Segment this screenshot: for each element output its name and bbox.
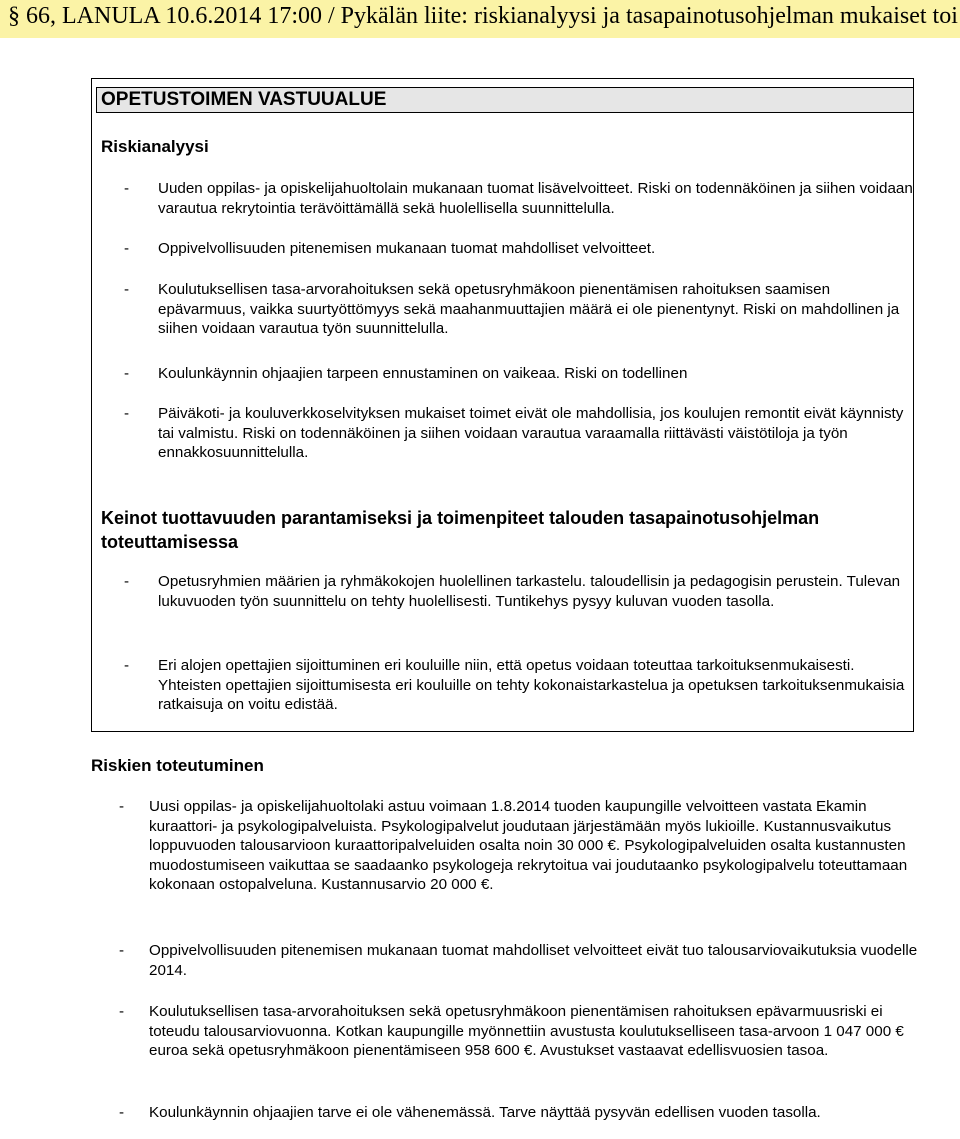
- bullet-dash: -: [119, 942, 125, 959]
- keinot-heading: Keinot tuottavuuden parantamiseksi ja toimenpiteet talouden tasapainotusohjelman toteuttamisessa: [101, 508, 820, 552]
- bullet-dash: -: [119, 1003, 125, 1020]
- list-item-text: Eri alojen opettajien sijoittuminen eri kouluille niin, että opetus voidaan toteuttaa tarkoituksenmukaisesti. Yhteisten opettajien sijoittumisesta eri kouluille on tehty kokonaistarkastelua ja opetuksen tarkoituksenmukaisia ratkaisuja on voitu edistää.: [158, 657, 905, 713]
- section-title: OPETUSTOIMEN VASTUUALUE: [101, 89, 387, 110]
- bullet-dash: -: [124, 240, 130, 257]
- list-item: [124, 656, 914, 715]
- riskianalyysi-heading: Riskianalyysi: [101, 137, 209, 156]
- list-item-text: Opetusryhmien määrien ja ryhmäkokojen huolellinen tarkastelu. taloudellisin ja pedagogisin perustein. Tulevan lukuvuoden työn suunnittelu on tehty huolellisesti. Tuntikehys pysyy kuluvan vuoden tasolla.: [158, 573, 901, 610]
- list-item-text: Päiväkoti- ja kouluverkkoselvityksen mukaiset toimet eivät ole mahdollisia, jos koulujen remontit eivät käynnisty tai valmistu. Riski on todennäköinen ja siihen voidaan varautua varaamalla riittävästi väistötiloja ja työn ennakkosuunnittelulla.: [158, 405, 904, 461]
- bullet-dash: -: [124, 180, 130, 197]
- list-item: [124, 179, 914, 218]
- list-item-text: Uusi oppilas- ja opiskelijahuoltolaki astuu voimaan 1.8.2014 tuoden kaupungille velvoitteen vastata Ekamin kuraattori- ja psykologipalveluista. Psykologipalvelut joudutaan järjestämään myös lukioille. Kustannusvaikutus loppuvuoden talousarvioon kuraattoripalveluiden osalta noin 30 000 €. Psykologipalveluiden osalta kustannusten muodostumiseen vaikuttaa se saadaanko psykologeja rekrytoitua vai joudutaanko psykologipalvelu toteuttamaan kokonaan ostopalveluna. Kustannusarvio 20 000 €.: [149, 798, 908, 893]
- section-header: [96, 87, 914, 113]
- list-item-text: Koulutuksellisen tasa-arvorahoituksen sekä opetusryhmäkoon pienentämisen rahoituksen epävarmuusriski ei toteudu talousarviovuonna. Kotkan kaupungille myönnettiin avustusta koulutukselliseen tasa-arvoon 1 047 000 € euroa sekä opetusryhmäkoon pienentämiseen 958 600 €. Avustukset vastaavat edellisvuosien tasoa.: [149, 1003, 904, 1059]
- page-header-bar: [0, 0, 960, 38]
- list-item: [119, 1002, 919, 1061]
- list-item-text: Koulutuksellisen tasa-arvorahoituksen sekä opetusryhmäkoon pienentämisen rahoituksen saamisen epävarmuus, vaikka suurtyöttömyys sekä maahanmuuttajien määrä ei ole pienentynyt. Riski on mahdollinen ja siihen voidaan varautua työn suunnittelulla.: [158, 281, 900, 337]
- bullet-dash: -: [119, 798, 125, 815]
- list-item: [124, 404, 914, 463]
- list-item: [124, 572, 914, 611]
- toteutuminen-heading: Riskien toteutuminen: [91, 756, 264, 775]
- list-item: [119, 941, 919, 980]
- list-item-text: Koulunkäynnin ohjaajien tarpeen ennustaminen on vaikeaa. Riski on todellinen: [158, 365, 688, 382]
- list-item: [124, 280, 914, 339]
- bullet-dash: -: [119, 1104, 125, 1121]
- list-item: [119, 797, 919, 895]
- bullet-dash: -: [124, 365, 130, 382]
- list-item: [119, 1103, 919, 1123]
- list-item-text: Oppivelvollisuuden pitenemisen mukanaan tuomat mahdolliset velvoitteet.: [158, 240, 656, 257]
- bullet-dash: -: [124, 573, 130, 590]
- list-item-text: Uuden oppilas- ja opiskelijahuoltolain mukanaan tuomat lisävelvoitteet. Riski on todennäköinen ja siihen voidaan varautua rekrytointia terävöittämällä sekä huolellisella suunnittelulla.: [158, 180, 913, 217]
- bullet-dash: -: [124, 657, 130, 674]
- list-item-text: Oppivelvollisuuden pitenemisen mukanaan tuomat mahdolliset velvoitteet eivät tuo talousarviovaikutuksia vuodelle 2014.: [149, 942, 918, 979]
- list-item-text: Koulunkäynnin ohjaajien tarve ei ole vähenemässä. Tarve näyttää pysyvän edellisen vuoden tasolla.: [149, 1104, 821, 1121]
- bullet-dash: -: [124, 405, 130, 422]
- list-item: [124, 364, 914, 384]
- bullet-dash: -: [124, 281, 130, 298]
- list-item: [124, 239, 914, 259]
- page-header-title: § 66, LANULA 10.6.2014 17:00 / Pykälän liite: riskianalyysi ja tasapainotusohjelman mukaiset toi: [8, 3, 958, 29]
